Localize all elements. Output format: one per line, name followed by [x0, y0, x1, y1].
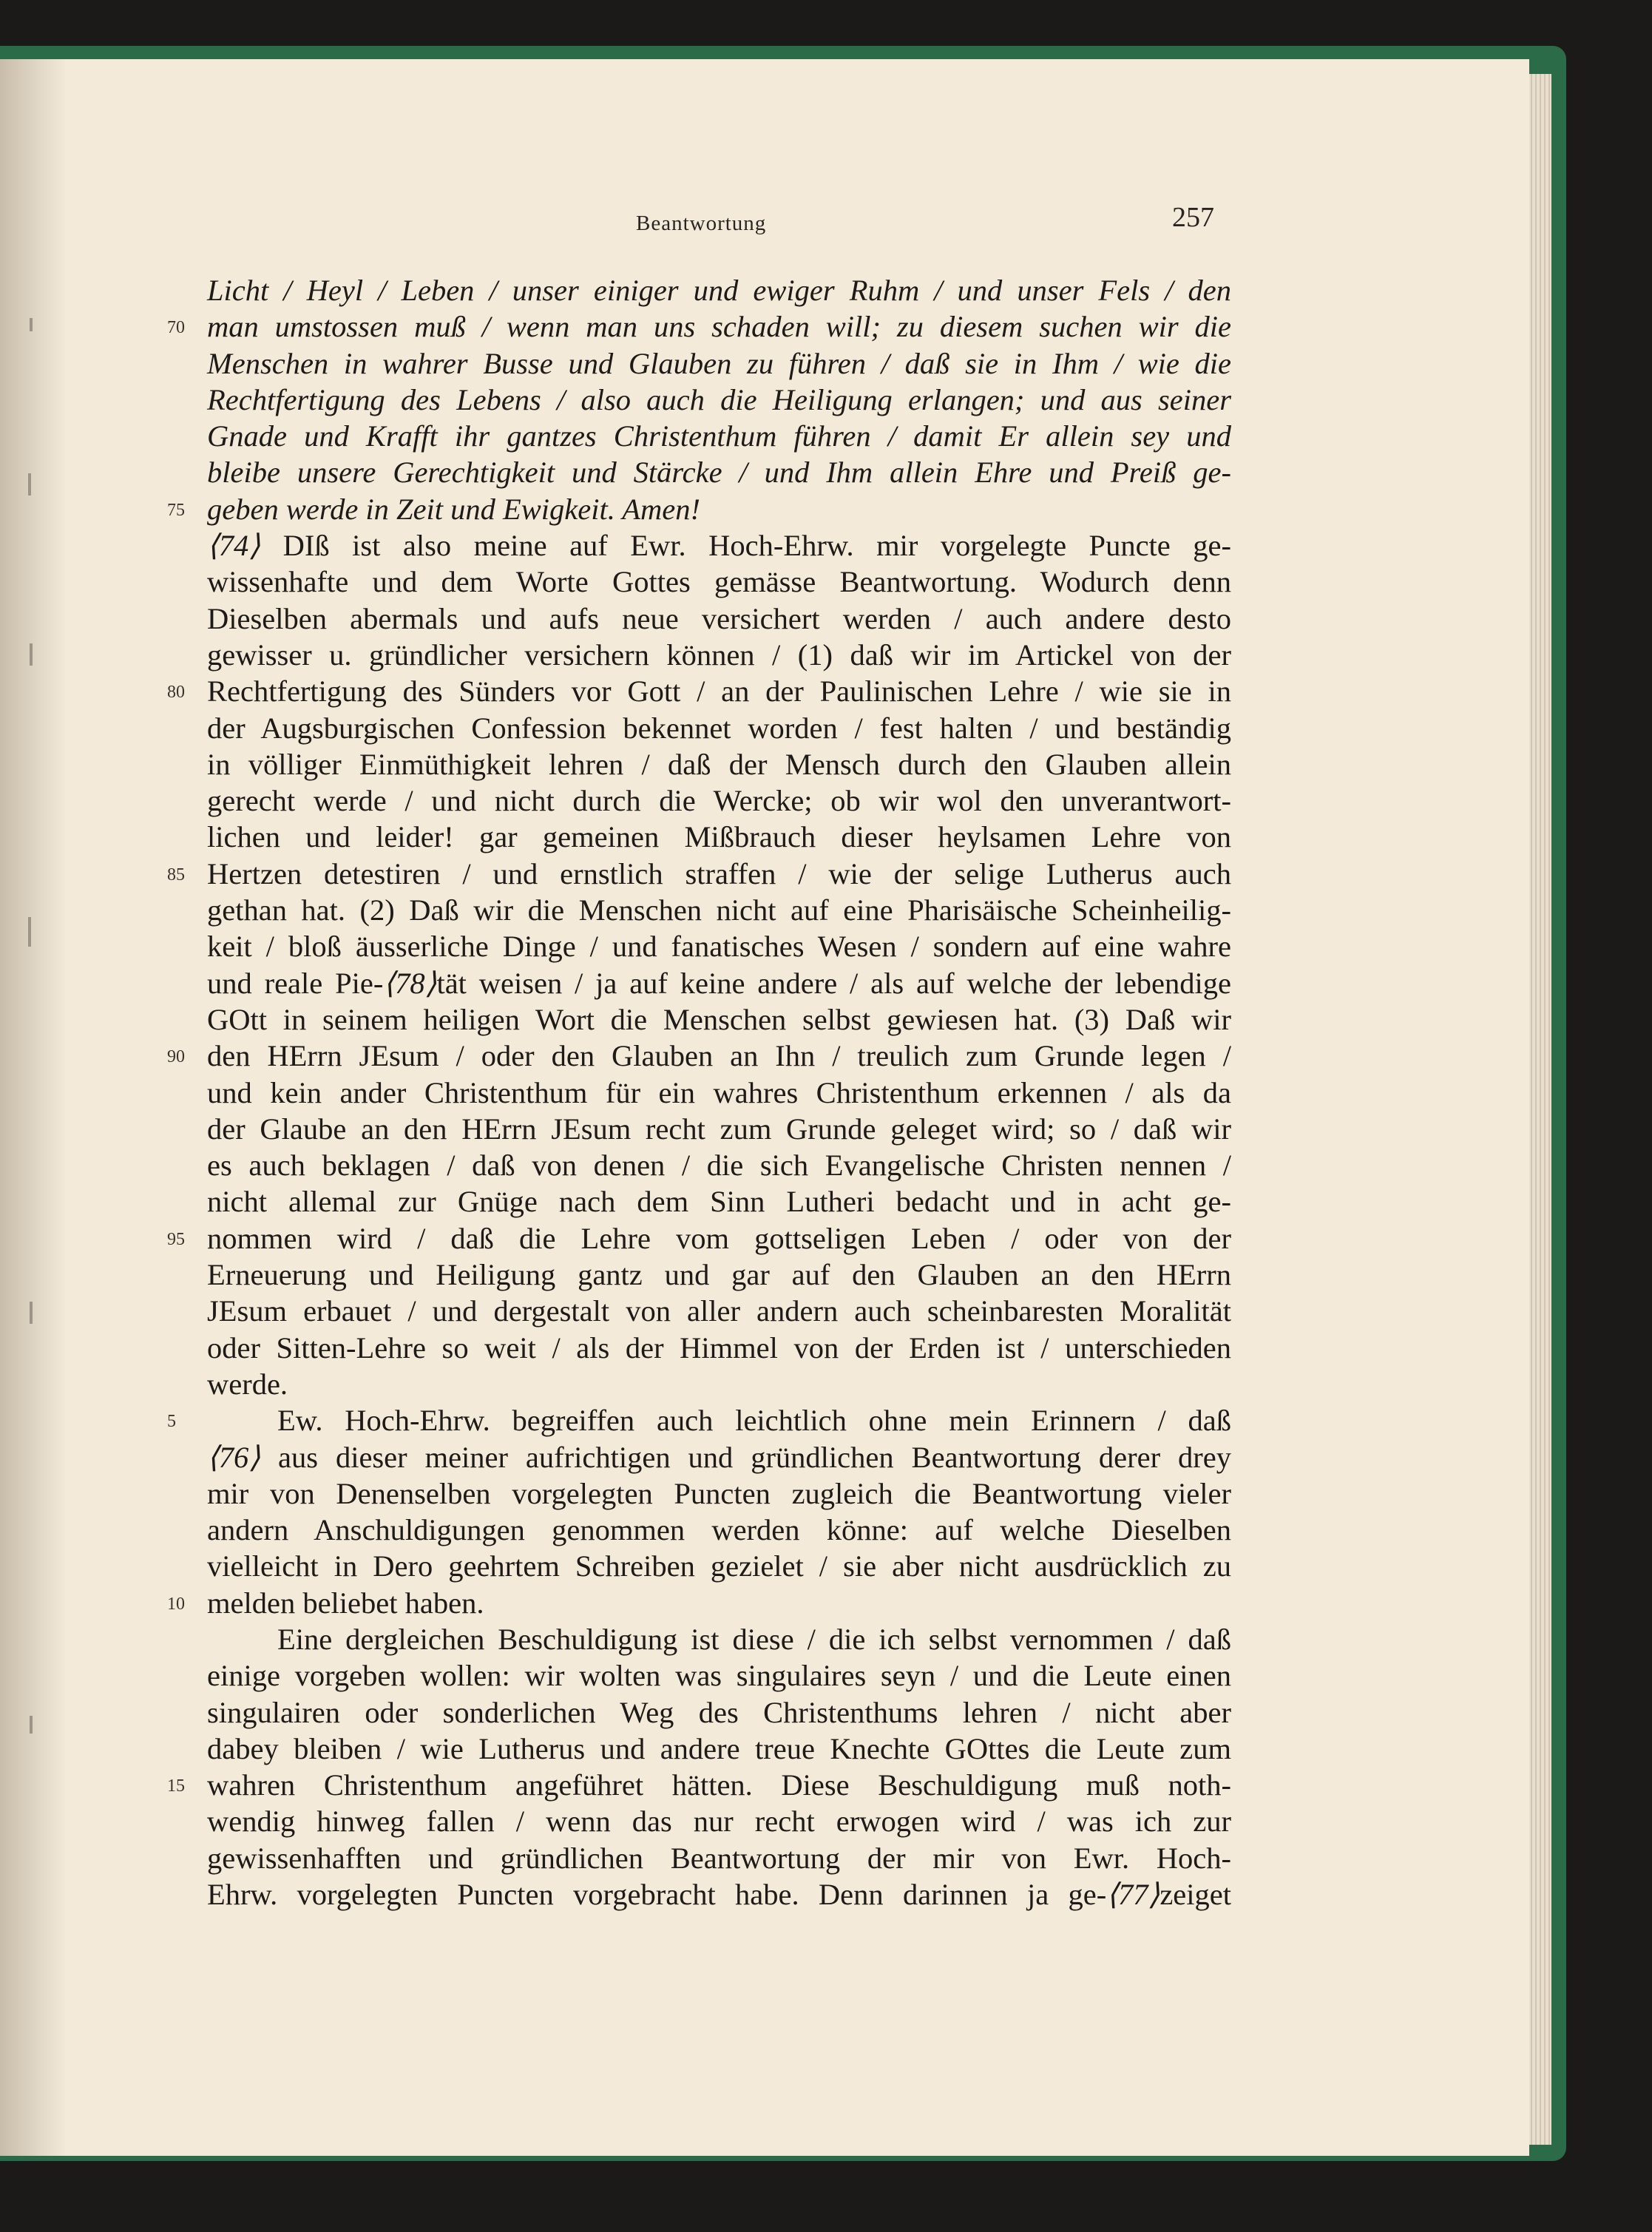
text-line [207, 1075, 1231, 1111]
page-reference: ⟨77⟩ [1106, 1878, 1160, 1912]
line-text: den HErrn JEsum / oder den Glauben an Ihn / treulich zum Grunde legen / [207, 1039, 1231, 1073]
line-text: aus dieser meiner aufrichtigen und gründlichen Beantwortung derer drey [260, 1440, 1231, 1474]
line-number: 5 [167, 1412, 176, 1432]
line-text: GOtt in seinem heiligen Wort die Menschen selbst gewiesen hat. (3) Daß wir [207, 1002, 1231, 1036]
line-text: lichen und leider! gar gemeinen Mißbrauch dieser heylsamen Lehre von [207, 820, 1231, 854]
text-line [207, 272, 1231, 308]
line-text: mir von Denenselben vorgelegten Puncten zugleich die Beantwortung vieler [207, 1476, 1231, 1510]
text-line [207, 1293, 1231, 1329]
line-text: vielleicht in Dero geehrtem Schreiben gezielet / sie aber nicht ausdrücklich zu [207, 1549, 1231, 1583]
line-text: Eine dergleichen Beschuldigung ist diese / die ich selbst vernommen / daß [277, 1622, 1231, 1656]
line-text: einige vorgeben wollen: wir wolten was singulaires seyn / und die Leute einen [207, 1659, 1231, 1693]
text-line [167, 1585, 1231, 1621]
line-text: singulairen oder sonderlichen Weg des Christenthums lehren / nicht aber [207, 1695, 1231, 1729]
text-line [207, 1330, 1231, 1366]
line-text: und kein ander Christenthum für ein wahres Christenthum erkennen / als da [207, 1075, 1231, 1109]
line-text: gethan hat. (2) Daß wir die Menschen nicht auf eine Pharisäische Scheinheilig- [207, 893, 1231, 927]
line-text: Rechtfertigung des Lebens / also auch die Heiligung erlangen; und aus seiner [207, 382, 1231, 416]
text-body [167, 272, 1231, 1913]
line-text: Ew. Hoch-Ehrw. begreiffen auch leichtlich ohne mein Erinnern / daß [277, 1404, 1231, 1438]
line-text: geben werde in Zeit und Ewigkeit. Amen! [207, 492, 700, 526]
line-text: tät weisen / ja auf keine andere / als auf welche der lebendige [436, 966, 1231, 1000]
line-number: 85 [167, 865, 185, 885]
text-line [167, 1767, 1231, 1803]
text-line [207, 1876, 1231, 1913]
line-text: andern Anschuldigungen genommen werden könne: auf welche Dieselben [207, 1513, 1231, 1547]
line-text: oder Sitten-Lehre so weit / als der Himmel von der Erden ist / unterschieden [207, 1330, 1231, 1364]
text-line [207, 418, 1231, 454]
line-text: dabey bleiben / wie Lutherus und andere treue Knechte GOttes die Leute zum [207, 1731, 1231, 1765]
text-line [207, 928, 1231, 964]
line-text: wissenhafte und dem Worte Gottes gemässe Beantwortung. Wodurch denn [207, 565, 1231, 599]
line-number: 10 [167, 1594, 185, 1614]
text-line [207, 564, 1231, 600]
text-line [207, 1147, 1231, 1183]
text-line [207, 746, 1231, 782]
text-line [207, 345, 1231, 382]
line-text: wahren Christenthum angeführet hätten. Diese Beschuldigung muß noth- [207, 1768, 1231, 1802]
page-reference: ⟨76⟩ [207, 1440, 261, 1474]
text-line [167, 1038, 1231, 1074]
line-text: DIß ist also meine auf Ewr. Hoch-Ehrw. mir vorgelegte Puncte ge- [260, 529, 1231, 563]
line-text: nommen wird / daß die Lehre vom gottseligen Leben / oder von der [207, 1221, 1231, 1255]
spine-shadow [0, 59, 67, 2156]
line-text: Dieselben abermals und aufs neue versichert werden / auch andere desto [207, 601, 1231, 635]
margin-mark [30, 1302, 33, 1324]
line-number: 70 [167, 318, 185, 338]
line-text: gerecht werde / und nicht durch die Wercke; ob wir wol den unverantwort- [207, 784, 1231, 818]
text-line [207, 1257, 1231, 1293]
line-text: nicht allemal zur Gnüge nach dem Sinn Lutheri bedacht und in acht ge- [207, 1185, 1231, 1219]
text-line [207, 1840, 1231, 1876]
text-line [167, 673, 1231, 709]
text-line [207, 382, 1231, 418]
line-number: 95 [167, 1229, 185, 1249]
line-text: JEsum erbauet / und dergestalt von aller andern auch scheinbaresten Moralität [207, 1294, 1231, 1328]
line-number: 15 [167, 1776, 185, 1796]
text-line [207, 1475, 1231, 1512]
text-line [167, 491, 1231, 527]
line-number: 90 [167, 1047, 185, 1067]
line-text: es auch beklagen / daß von denen / die sich Evangelische Christen nennen / [207, 1149, 1231, 1183]
text-line [207, 892, 1231, 928]
text-line [207, 1803, 1231, 1839]
text-line [207, 1512, 1231, 1548]
line-text: der Augsburgischen Confession bekennet worden / fest halten / und beständig [207, 711, 1231, 745]
line-text: gewissenhafften und gründlichen Beantwortung der mir von Ewr. Hoch- [207, 1841, 1231, 1875]
text-line [207, 1621, 1231, 1657]
text-line [207, 1548, 1231, 1584]
line-text: Rechtfertigung des Sünders vor Gott / an der Paulinischen Lehre / wie sie in [207, 674, 1231, 709]
text-line [167, 1220, 1231, 1257]
line-text: der Glaube an den HErrn JEsum recht zum Grunde geleget wird; so / daß wir [207, 1112, 1231, 1146]
text-line [207, 1001, 1231, 1038]
text-line [167, 308, 1231, 345]
margin-mark [28, 473, 31, 496]
line-text: melden beliebet haben. [207, 1586, 484, 1620]
text-line [207, 1111, 1231, 1147]
running-title: Beantwortung [636, 212, 767, 235]
margin-mark [30, 1716, 33, 1734]
line-text: Erneuerung und Heiligung gantz und gar auf den Glauben an den HErrn [207, 1258, 1231, 1292]
text-line [167, 856, 1231, 892]
line-text-start: Ehrw. vorgelegten Puncten vorgebracht habe. Denn darinnen ja ge- [207, 1878, 1107, 1912]
line-text: in völliger Einmüthigkeit lehren / daß der Mensch durch den Glauben allein [207, 747, 1231, 781]
line-text: Gnade und Krafft ihr gantzes Christenthum führen / damit Er allein sey und [207, 419, 1231, 453]
text-line [207, 601, 1231, 637]
text-line [207, 454, 1231, 490]
line-text: zeiget [1160, 1878, 1231, 1912]
page-reference: ⟨78⟩ [383, 966, 437, 1000]
margin-mark [30, 643, 33, 666]
line-text-start: und reale Pie- [207, 966, 384, 1000]
text-line [207, 1366, 1231, 1402]
line-number: 75 [167, 500, 185, 520]
page-reference: ⟨74⟩ [207, 529, 261, 563]
line-text: werde. [207, 1367, 288, 1401]
text-line [167, 1402, 1231, 1438]
line-text: keit / bloß äusserliche Dinge / und fanatisches Wesen / sondern auf eine wahre [207, 930, 1231, 964]
text-line [207, 1439, 1231, 1475]
line-text: gewisser u. gründlicher versichern können / (1) daß wir im Artickel von der [207, 638, 1231, 672]
line-number: 80 [167, 683, 185, 703]
text-line [207, 527, 1231, 564]
line-text: bleibe unsere Gerechtigkeit und Stärcke / und Ihm allein Ehre und Preiß ge- [207, 456, 1231, 490]
margin-mark [28, 917, 31, 947]
text-line [207, 710, 1231, 746]
text-line [207, 1694, 1231, 1731]
text-line [207, 1657, 1231, 1694]
line-text: wendig hinweg fallen / wenn das nur recht erwogen wird / was ich zur [207, 1805, 1231, 1839]
text-line [207, 1183, 1231, 1220]
text-line [207, 965, 1231, 1001]
page-number: 257 [1172, 202, 1214, 233]
line-text: Hertzen detestiren / und ernstlich straffen / wie der selige Lutherus auch [207, 856, 1231, 890]
text-line [207, 819, 1231, 855]
text-line [207, 1731, 1231, 1767]
text-line [207, 782, 1231, 819]
margin-mark [30, 318, 33, 331]
line-text: Menschen in wahrer Busse und Glauben zu führen / daß sie in Ihm / wie die [207, 346, 1231, 380]
line-text: man umstossen muß / wenn man uns schaden will; zu diesem suchen wir die [207, 310, 1231, 344]
text-line [207, 637, 1231, 673]
line-text: Licht / Heyl / Leben / unser einiger und ewiger Ruhm / und unser Fels / den [207, 274, 1231, 307]
